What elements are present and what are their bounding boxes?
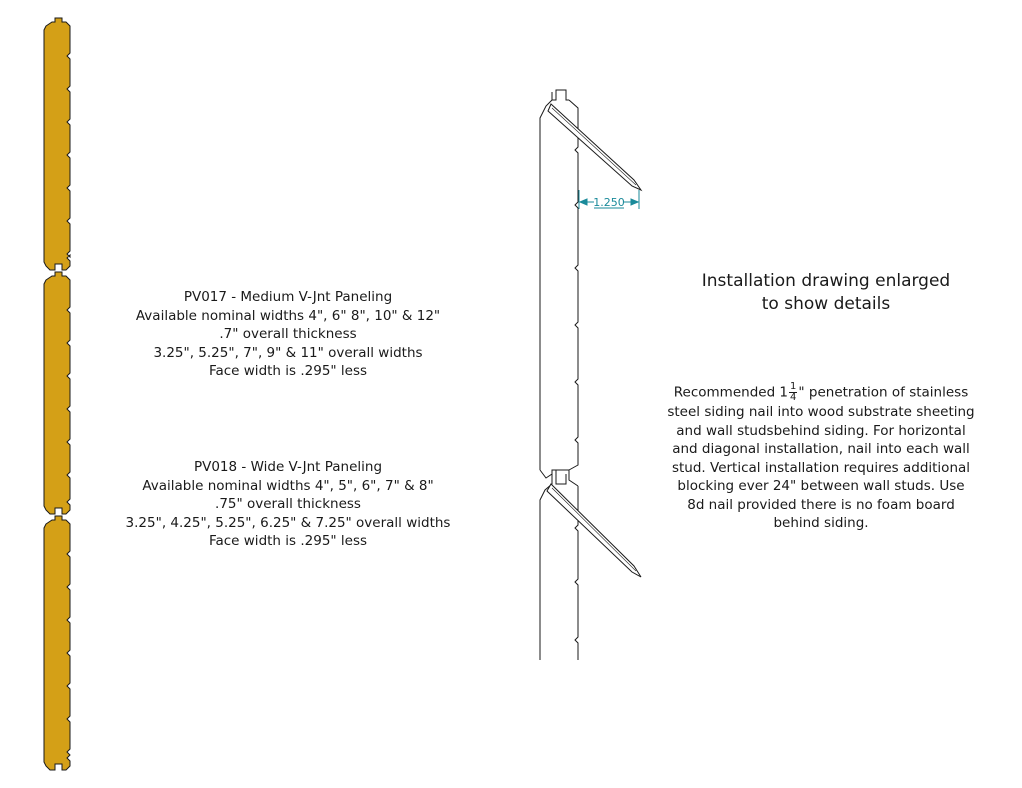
paneling-boards-illustration bbox=[44, 18, 70, 770]
installation-notes bbox=[656, 382, 986, 533]
notes-line: stud. Vertical installation requires additional bbox=[671, 459, 971, 476]
notes-text: Recommended 1 bbox=[673, 384, 789, 401]
profile-left-edge bbox=[540, 92, 552, 660]
spec-block-pv018 bbox=[118, 458, 458, 551]
spec-thickness: .75" overall thickness bbox=[215, 496, 361, 512]
installation-profile-drawing bbox=[540, 90, 578, 660]
spec-title: PV017 - Medium V-Jnt Paneling bbox=[183, 289, 393, 305]
notes-line: 8d nail provided there is no foam board bbox=[687, 496, 955, 513]
notes-line: and diagonal installation, nail into each wall bbox=[672, 441, 970, 457]
panel-board bbox=[44, 272, 70, 514]
nail-lower bbox=[547, 484, 641, 577]
notes-line: and wall studsbehind siding. For horizontal bbox=[676, 422, 966, 439]
spec-widths: Available nominal widths 4", 6" 8", 10" & 12" bbox=[135, 307, 441, 324]
profile-top-tongue bbox=[552, 90, 569, 100]
spec-title: PV018 - Wide V-Jnt Paneling bbox=[193, 459, 383, 475]
panel-board bbox=[44, 18, 70, 270]
dimension-value: 1.250 bbox=[593, 196, 625, 209]
notes-text: " penetration of stainless bbox=[798, 384, 969, 401]
profile-joint-tongue bbox=[556, 470, 566, 484]
spec-face-width: Face width is .295" less bbox=[208, 363, 368, 379]
spec-face-width: Face width is .295" less bbox=[208, 533, 368, 549]
fraction bbox=[789, 382, 797, 403]
heading-line: Installation drawing enlarged bbox=[701, 271, 951, 291]
fraction-numerator: 1 bbox=[790, 381, 797, 392]
spec-thickness: .7" overall thickness bbox=[219, 326, 357, 342]
notes-line: behind siding. bbox=[773, 515, 869, 531]
panel-board bbox=[44, 516, 70, 770]
notes-line bbox=[656, 382, 986, 403]
spec-overall-widths: 3.25", 4.25", 5.25", 6.25" & 7.25" overall widths bbox=[125, 514, 451, 531]
spec-widths: Available nominal widths 4", 5", 6", 7" & 8" bbox=[142, 477, 434, 494]
spec-block-pv017 bbox=[118, 288, 458, 381]
spec-overall-widths: 3.25", 5.25", 7", 9" & 11" overall widths bbox=[153, 344, 423, 361]
notes-line: blocking ever 24" between wall studs. Use bbox=[677, 478, 965, 494]
notes-line: steel siding nail into wood substrate sheeting bbox=[667, 404, 975, 420]
installation-heading bbox=[676, 270, 976, 316]
fraction-denominator: 4 bbox=[790, 392, 797, 403]
profile-right-edge-upper bbox=[569, 100, 578, 470]
nail-upper bbox=[548, 104, 641, 190]
heading-line: to show details bbox=[761, 294, 891, 314]
